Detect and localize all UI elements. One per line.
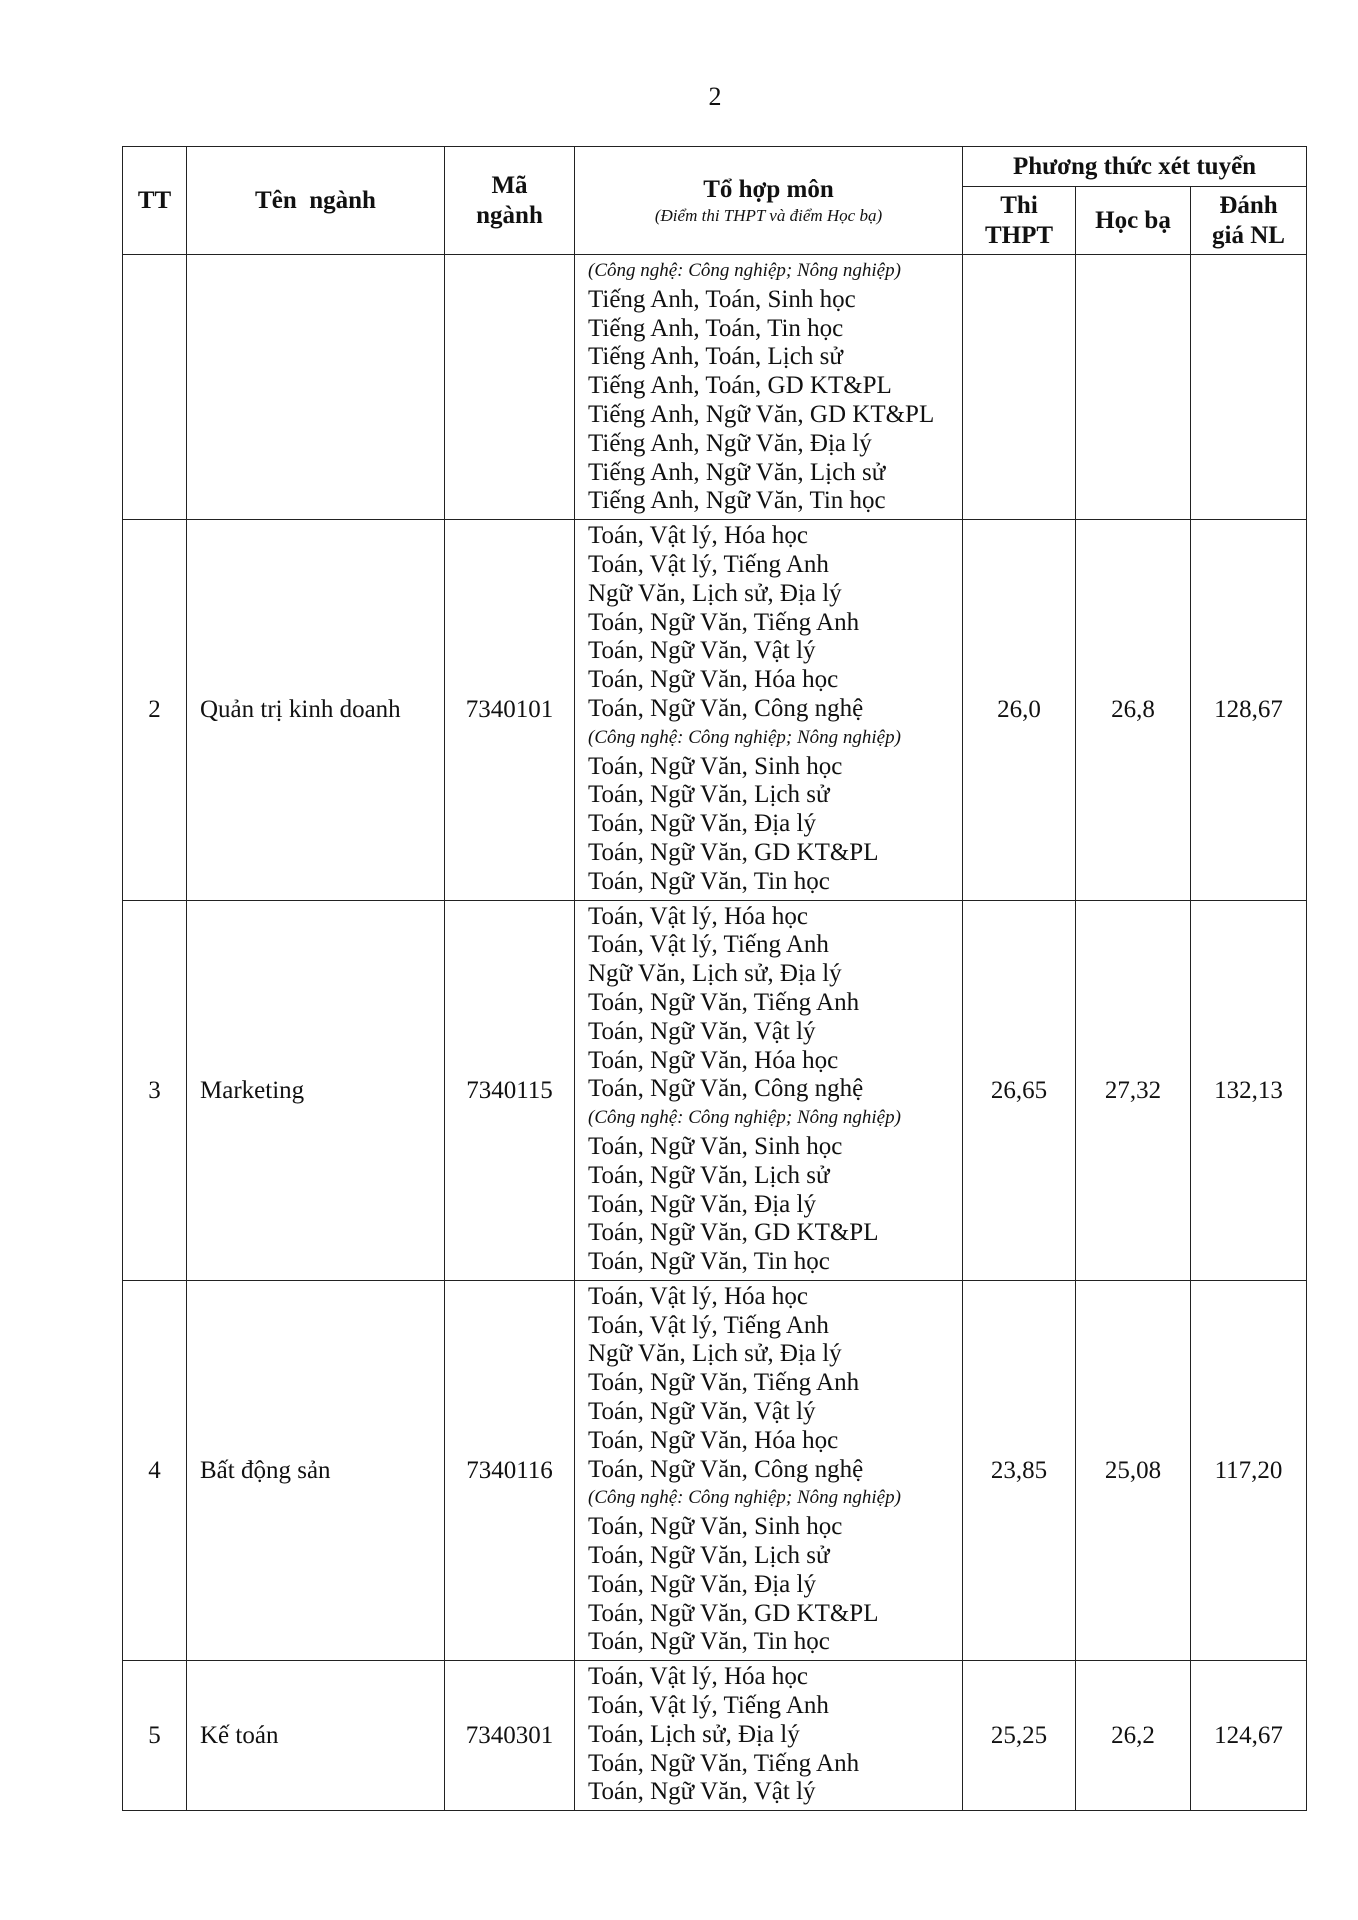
subject-combination: (Công nghệ: Công nghiệp; Nông nghiệp) bbox=[588, 1487, 901, 1509]
row-code: 7340301 bbox=[445, 1661, 575, 1811]
subject-combination: Ngữ Văn, Lịch sử, Địa lý bbox=[588, 1340, 842, 1368]
row-name: Bất động sản bbox=[187, 1280, 445, 1660]
subject-combination: Toán, Ngữ Văn, GD KT&PL bbox=[588, 1599, 879, 1627]
row-score-hocba: 26,2 bbox=[1076, 1661, 1191, 1811]
row-subjects bbox=[575, 520, 963, 900]
subject-combination: Toán, Ngữ Văn, Vật lý bbox=[588, 1398, 816, 1426]
subject-combination: Toán, Ngữ Văn, Công nghệ bbox=[588, 1455, 864, 1483]
subject-combination: Toán, Vật lý, Hóa học bbox=[588, 522, 808, 550]
subject-combination: Tiếng Anh, Toán, Sinh học bbox=[588, 285, 856, 313]
table-row bbox=[123, 900, 1307, 1280]
subject-combination: Toán, Vật lý, Hóa học bbox=[588, 1663, 808, 1691]
row-score-thpt: 23,85 bbox=[963, 1280, 1076, 1660]
row-score-thpt: 26,65 bbox=[963, 900, 1076, 1280]
subject-combination: Toán, Ngữ Văn, Địa lý bbox=[588, 1570, 816, 1598]
subject-combination: Toán, Ngữ Văn, Hóa học bbox=[588, 1426, 839, 1454]
row-name: Marketing bbox=[187, 900, 445, 1280]
row-code: 7340115 bbox=[445, 900, 575, 1280]
header-name: Tên ngành bbox=[187, 147, 445, 255]
subject-combination: Toán, Vật lý, Tiếng Anh bbox=[588, 1311, 829, 1339]
subject-combination: Ngữ Văn, Lịch sử, Địa lý bbox=[588, 579, 842, 607]
subject-combination: Toán, Ngữ Văn, Tin học bbox=[588, 1248, 830, 1276]
row-code: 7340116 bbox=[445, 1280, 575, 1660]
table-body bbox=[123, 255, 1307, 1811]
table-row bbox=[123, 520, 1307, 900]
header-dgnl: Đánh giá NL bbox=[1191, 187, 1307, 255]
table-row bbox=[123, 1280, 1307, 1660]
row-name bbox=[187, 255, 445, 520]
subject-combination: Toán, Ngữ Văn, Lịch sử bbox=[588, 781, 830, 809]
subject-combination: Toán, Ngữ Văn, Tin học bbox=[588, 1628, 830, 1656]
table-header bbox=[123, 147, 1307, 255]
subject-combination: Toán, Lịch sử, Địa lý bbox=[588, 1720, 800, 1748]
subject-combination: Toán, Vật lý, Hóa học bbox=[588, 1282, 808, 1310]
subject-combination: Toán, Ngữ Văn, Công nghệ bbox=[588, 1075, 864, 1103]
header-hocba: Học bạ bbox=[1076, 187, 1191, 255]
row-score-hocba: 27,32 bbox=[1076, 900, 1191, 1280]
subject-combination: Toán, Ngữ Văn, Vật lý bbox=[588, 637, 816, 665]
row-score-hocba bbox=[1076, 255, 1191, 520]
subject-combination: Tiếng Anh, Ngữ Văn, GD KT&PL bbox=[588, 400, 935, 428]
subject-combination: Toán, Ngữ Văn, Tin học bbox=[588, 867, 830, 895]
header-thpt: Thi THPT bbox=[963, 187, 1076, 255]
row-tt: 2 bbox=[123, 520, 187, 900]
header-subjects-title: Tổ hợp môn bbox=[703, 175, 834, 203]
page-number: 2 bbox=[708, 82, 722, 111]
subject-combination: Toán, Ngữ Văn, GD KT&PL bbox=[588, 1219, 879, 1247]
row-score-thpt bbox=[963, 255, 1076, 520]
subject-combination: Toán, Ngữ Văn, Vật lý bbox=[588, 1017, 816, 1045]
row-score-dgnl: 124,67 bbox=[1191, 1661, 1307, 1811]
subject-combination: Toán, Vật lý, Tiếng Anh bbox=[588, 931, 829, 959]
subject-combination: Toán, Ngữ Văn, Tiếng Anh bbox=[588, 1749, 860, 1777]
subject-combination: Tiếng Anh, Ngữ Văn, Lịch sử bbox=[588, 458, 886, 486]
subject-combination: Toán, Ngữ Văn, Địa lý bbox=[588, 1190, 816, 1218]
row-score-dgnl bbox=[1191, 255, 1307, 520]
row-name: Quản trị kinh doanh bbox=[187, 520, 445, 900]
row-tt: 3 bbox=[123, 900, 187, 1280]
row-score-hocba: 26,8 bbox=[1076, 520, 1191, 900]
subject-combination: Toán, Ngữ Văn, Vật lý bbox=[588, 1778, 816, 1806]
row-score-dgnl: 132,13 bbox=[1191, 900, 1307, 1280]
row-score-thpt: 25,25 bbox=[963, 1661, 1076, 1811]
row-subjects bbox=[575, 900, 963, 1280]
row-tt: 5 bbox=[123, 1661, 187, 1811]
header-subjects bbox=[575, 147, 963, 255]
row-tt: 4 bbox=[123, 1280, 187, 1660]
row-code bbox=[445, 255, 575, 520]
subject-combination: (Công nghệ: Công nghiệp; Nông nghiệp) bbox=[588, 260, 901, 281]
row-tt bbox=[123, 255, 187, 520]
subject-combination: Toán, Ngữ Văn, Sinh học bbox=[588, 752, 843, 780]
subject-combination: Ngữ Văn, Lịch sử, Địa lý bbox=[588, 960, 842, 988]
header-code: Mã ngành bbox=[445, 147, 575, 255]
subject-combination: Tiếng Anh, Ngữ Văn, Tin học bbox=[588, 487, 886, 515]
row-score-dgnl: 117,20 bbox=[1191, 1280, 1307, 1660]
row-subjects bbox=[575, 1280, 963, 1660]
row-score-thpt: 26,0 bbox=[963, 520, 1076, 900]
row-name: Kế toán bbox=[187, 1661, 445, 1811]
subject-combination: Toán, Ngữ Văn, Sinh học bbox=[588, 1132, 843, 1160]
subject-combination: (Công nghệ: Công nghiệp; Nông nghiệp) bbox=[588, 726, 901, 748]
subject-combination: Tiếng Anh, Toán, Lịch sử bbox=[588, 343, 843, 371]
header-tt: TT bbox=[123, 147, 187, 255]
table-row bbox=[123, 255, 1307, 520]
subject-combination: Toán, Ngữ Văn, Tiếng Anh bbox=[588, 988, 860, 1016]
header-subjects-note: (Điểm thi THPT và điểm Học bạ) bbox=[654, 205, 883, 225]
subject-combination: Tiếng Anh, Ngữ Văn, Địa lý bbox=[588, 429, 872, 457]
subject-combination: Toán, Vật lý, Hóa học bbox=[588, 902, 808, 930]
subject-combination: (Công nghệ: Công nghiệp; Nông nghiệp) bbox=[588, 1107, 901, 1129]
subject-combination: Toán, Vật lý, Tiếng Anh bbox=[588, 1692, 829, 1720]
subject-combination: Toán, Ngữ Văn, Lịch sử bbox=[588, 1161, 830, 1189]
row-subjects bbox=[575, 1661, 963, 1811]
row-score-dgnl: 128,67 bbox=[1191, 520, 1307, 900]
row-score-hocba: 25,08 bbox=[1076, 1280, 1191, 1660]
table-row bbox=[123, 1661, 1307, 1811]
subject-combination: Toán, Ngữ Văn, Tiếng Anh bbox=[588, 608, 860, 636]
subject-combination: Toán, Ngữ Văn, Tiếng Anh bbox=[588, 1369, 860, 1397]
subject-combination: Toán, Ngữ Văn, Địa lý bbox=[588, 810, 816, 838]
subject-combination: Toán, Ngữ Văn, Hóa học bbox=[588, 1046, 839, 1074]
subject-combination: Toán, Vật lý, Tiếng Anh bbox=[588, 550, 829, 578]
subject-combination: Tiếng Anh, Toán, GD KT&PL bbox=[588, 372, 892, 400]
subject-combination: Toán, Ngữ Văn, Sinh học bbox=[588, 1513, 843, 1541]
admission-table bbox=[122, 146, 1307, 1811]
row-subjects bbox=[575, 255, 963, 520]
subject-combination: Toán, Ngữ Văn, Công nghệ bbox=[588, 694, 864, 722]
subject-combination: Tiếng Anh, Toán, Tin học bbox=[588, 314, 844, 342]
row-code: 7340101 bbox=[445, 520, 575, 900]
subject-combination: Toán, Ngữ Văn, Lịch sử bbox=[588, 1542, 830, 1570]
subject-combination: Toán, Ngữ Văn, Hóa học bbox=[588, 666, 839, 694]
header-methods: Phương thức xét tuyển bbox=[963, 147, 1307, 187]
subject-combination: Toán, Ngữ Văn, GD KT&PL bbox=[588, 838, 879, 866]
